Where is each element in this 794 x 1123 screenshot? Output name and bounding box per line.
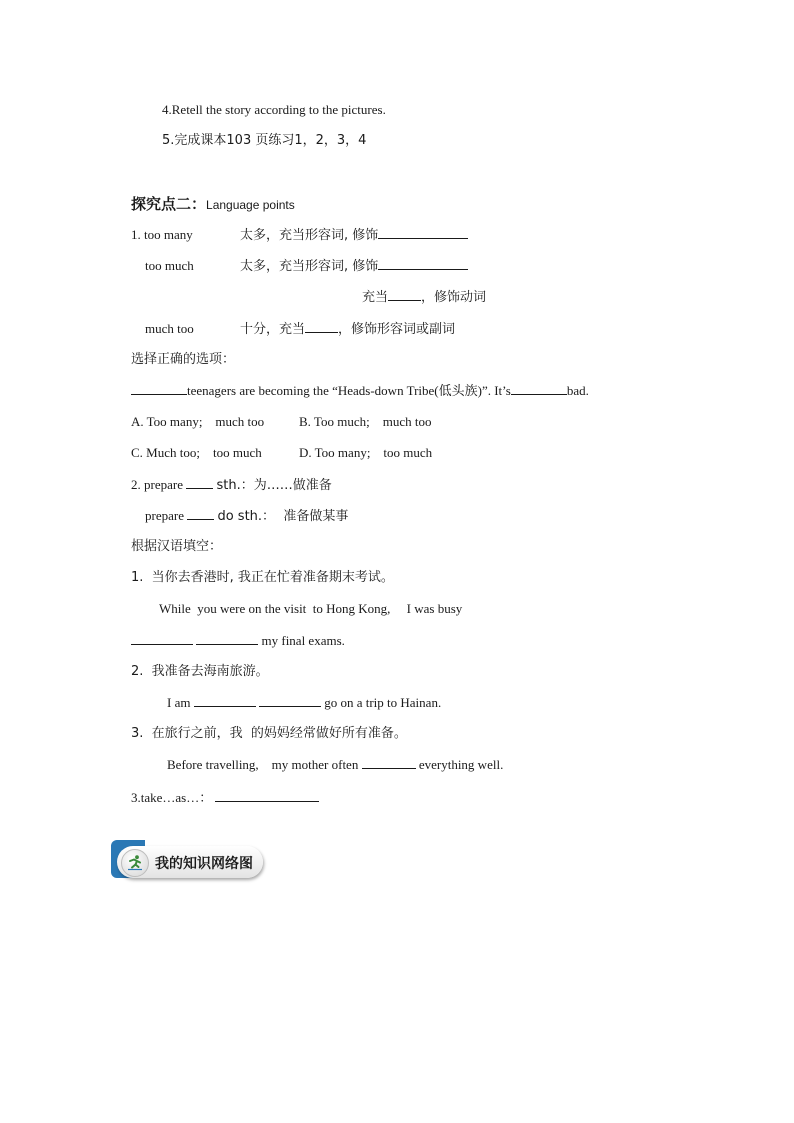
exercise-task: 5.完成课本103 页练习1，2，3，4	[162, 133, 367, 148]
blank[interactable]	[194, 694, 256, 707]
runner-icon	[121, 849, 149, 877]
section-title: 探究点二：	[131, 195, 207, 213]
take-as	[131, 789, 319, 807]
point-much-too-def	[240, 320, 455, 339]
choice-sentence-a: teenagers are becoming the “Heads-down Tribe(低头族)”. It’s	[187, 383, 511, 398]
blank[interactable]	[215, 789, 319, 802]
prepare-line-2-a: prepare	[145, 508, 184, 523]
fill-q2-cn: 2. 我准备去海南旅游。	[131, 664, 269, 679]
knowledge-map-badge	[111, 840, 263, 880]
fill-q1-cn: 1. 当你去香港时, 我正在忙着准备期末考试。	[131, 570, 394, 585]
point-too-much-text: 太多，充当形容词, 修饰	[240, 259, 379, 274]
fill-q2-en-b: go on a trip to Hainan.	[324, 695, 442, 710]
blank[interactable]	[511, 382, 567, 395]
point-too-much-term: too much	[145, 258, 194, 273]
point-too-much-def	[240, 257, 468, 276]
point-too-many-term: 1. too many	[131, 227, 193, 242]
fill-q3-en	[167, 756, 503, 774]
prepare-line-2	[145, 507, 348, 526]
choice-prompt: 选择正确的选项：	[131, 352, 236, 367]
choice-sentence	[131, 382, 589, 400]
fill-q3-en-a: Before travelling, my mother often	[167, 757, 359, 772]
option-b[interactable]: B. Too much; much too	[299, 414, 432, 429]
point-much-too-b: ，修饰形容词或副词	[338, 322, 456, 337]
prepare-line-1-a: 2. prepare	[131, 477, 183, 492]
choice-sentence-b: bad.	[566, 383, 589, 398]
fill-q3-cn: 3. 在旅行之前，我 的妈妈经常做好所有准备。	[131, 726, 407, 741]
fill-q2-en	[167, 694, 441, 712]
point-too-many-text: 太多，充当形容词, 修饰	[240, 228, 379, 243]
fill-q1-en: While you were on the visit to Hong Kong, I was busy	[159, 601, 463, 616]
point-too-much-verb	[362, 288, 486, 307]
point-much-too-term: much too	[145, 321, 194, 336]
blank[interactable]	[196, 632, 258, 645]
blank[interactable]	[378, 257, 468, 270]
take-as-label: 3.take…as…：	[131, 790, 213, 805]
prepare-line-1	[131, 476, 332, 495]
option-d[interactable]: D. Too many; too much	[299, 445, 433, 460]
fill-prompt: 根据汉语填空：	[131, 539, 223, 554]
point-too-much-verb-b: ，修饰动词	[421, 290, 487, 305]
fill-q3-en-b: everything well.	[418, 757, 504, 772]
section-subtitle: Language points	[206, 198, 295, 212]
fill-q1-end	[131, 632, 345, 650]
point-much-too-a: 十分，充当	[240, 322, 306, 337]
prepare-line-2-b: do sth.： 准备做某事	[217, 509, 349, 524]
fill-q2-en-a: I am	[167, 695, 191, 710]
blank[interactable]	[388, 288, 421, 301]
blank[interactable]	[259, 694, 321, 707]
badge-label: 我的知识网络图	[155, 856, 253, 872]
blank[interactable]	[187, 507, 214, 520]
blank[interactable]	[186, 476, 213, 489]
fill-q1-end-text: my final exams.	[261, 633, 345, 648]
option-a[interactable]: A. Too many; much too	[131, 414, 265, 429]
point-too-much-verb-a: 充当	[362, 290, 389, 305]
blank[interactable]	[131, 382, 187, 395]
section-heading	[131, 195, 295, 214]
blank[interactable]	[305, 320, 338, 333]
option-c[interactable]: C. Much too; too much	[131, 445, 262, 460]
retell-task: 4.Retell the story according to the pictures.	[162, 102, 386, 117]
blank[interactable]	[378, 226, 468, 239]
blank[interactable]	[362, 756, 416, 769]
point-too-many-def	[240, 226, 468, 245]
prepare-line-1-b: sth.：为……做准备	[216, 478, 332, 493]
blank[interactable]	[131, 632, 193, 645]
